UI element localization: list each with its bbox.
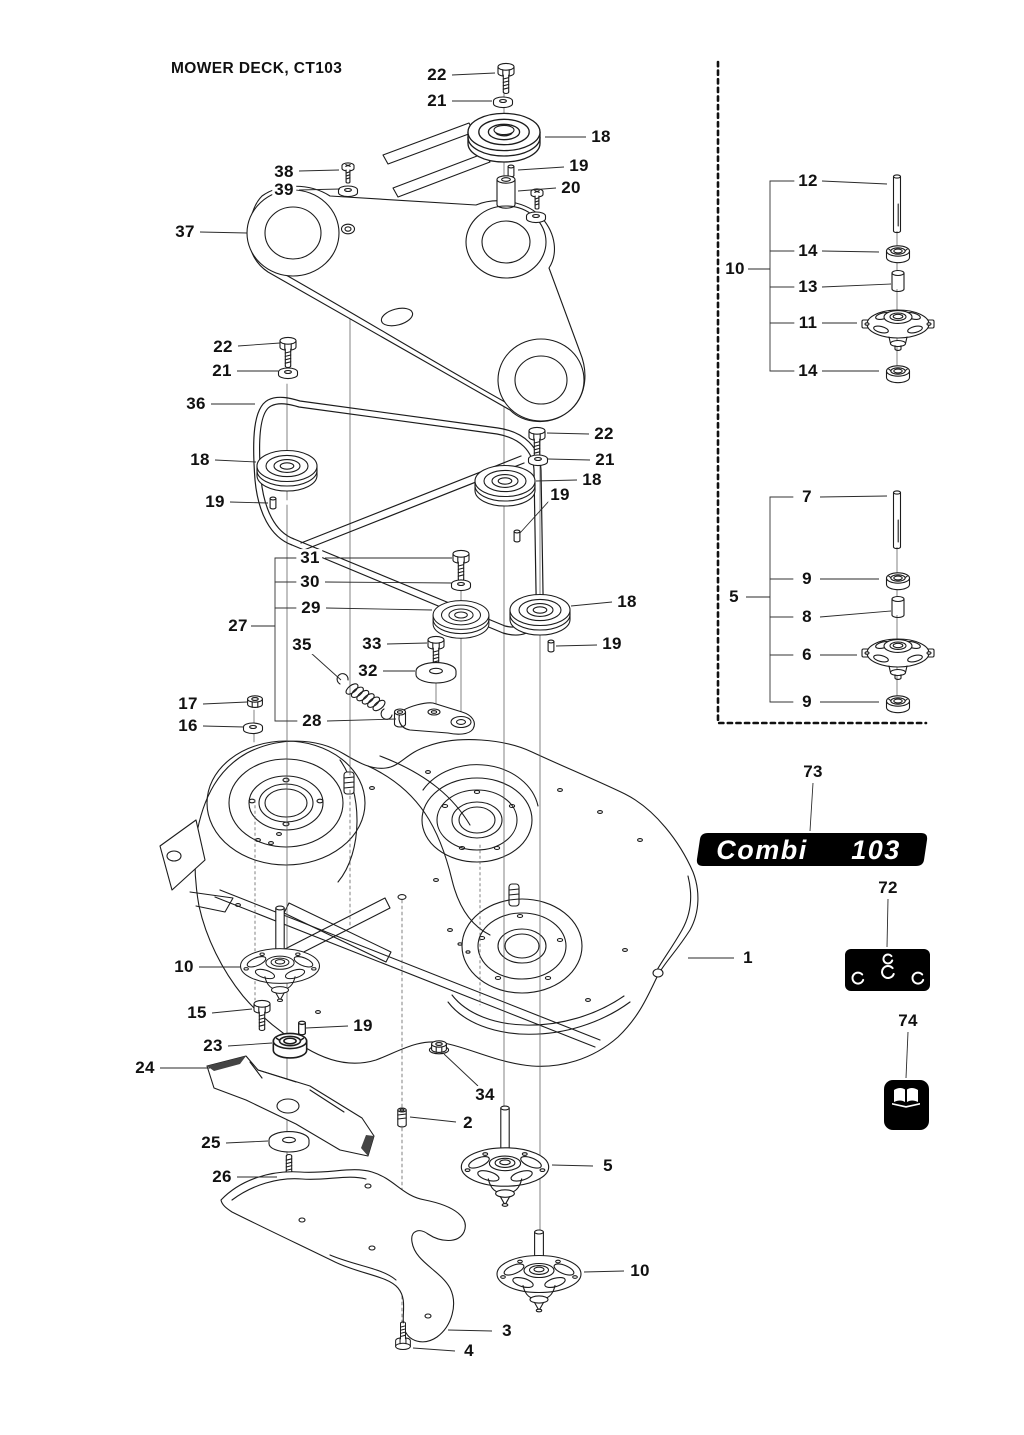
callout-9: 9: [802, 569, 812, 589]
callout-17: 17: [178, 694, 198, 714]
combi-badge-text-right: 103: [851, 835, 901, 865]
callout-22: 22: [427, 65, 447, 85]
callout-1: 1: [743, 948, 753, 968]
leader-line-15: [212, 1009, 252, 1013]
combi-badge-text-left: Combi: [716, 835, 808, 865]
leader-line-74: [906, 1032, 908, 1078]
callout-28: 28: [302, 711, 322, 731]
callout-36: 36: [186, 394, 206, 414]
callout-6: 6: [802, 645, 812, 665]
leader-line-39: [299, 189, 340, 190]
leader-line-34: [444, 1054, 478, 1086]
leader-line-13: [822, 284, 891, 287]
callout-26: 26: [212, 1167, 232, 1187]
callout-5: 5: [603, 1156, 613, 1176]
leader-line-30: [325, 582, 452, 583]
callout-31: 31: [300, 548, 320, 568]
callout-34: 34: [475, 1085, 495, 1105]
leader-line-33: [387, 643, 427, 644]
callout-19: 19: [353, 1016, 373, 1036]
leader-line-72: [887, 899, 888, 947]
leader-line-8: [820, 611, 891, 617]
leader-line-22: [547, 433, 589, 434]
callout-2: 2: [463, 1113, 473, 1133]
callout-30: 30: [300, 572, 320, 592]
callout-35: 35: [292, 635, 312, 655]
leader-line-18: [571, 602, 612, 606]
callout-14: 14: [798, 361, 818, 381]
leader-line-18: [215, 460, 256, 462]
callout-21: 21: [427, 91, 447, 111]
leader-line-7: [820, 496, 887, 497]
callout-7: 7: [802, 487, 812, 507]
leader-line-22: [452, 73, 495, 75]
leader-line-3: [448, 1330, 492, 1331]
callout-33: 33: [362, 634, 382, 654]
leader-line-25: [226, 1141, 268, 1143]
leader-line-18: [536, 480, 577, 481]
callout-20: 20: [561, 178, 581, 198]
leader-line-19: [306, 1026, 348, 1028]
leader-line-23: [228, 1043, 272, 1046]
callout-19: 19: [569, 156, 589, 176]
callout-23: 23: [203, 1036, 223, 1056]
callout-21: 21: [595, 450, 615, 470]
leader-line-17: [203, 702, 247, 704]
callout-11: 11: [798, 313, 818, 333]
callout-4: 4: [464, 1341, 474, 1361]
callout-21: 21: [212, 361, 232, 381]
leader-line-19: [520, 501, 549, 533]
callout-14: 14: [798, 241, 818, 261]
callout-8: 8: [802, 607, 812, 627]
callout-22: 22: [594, 424, 614, 444]
callout-18: 18: [190, 450, 210, 470]
leader-line-20: [518, 188, 556, 191]
leader-line-38: [299, 170, 339, 171]
leader-line-12: [822, 181, 887, 184]
callout-19: 19: [205, 492, 225, 512]
leader-line-28: [327, 719, 396, 721]
callout-10: 10: [174, 957, 194, 977]
leader-line-14: [822, 251, 879, 252]
callout-13: 13: [798, 277, 818, 297]
callout-10: 10: [725, 259, 745, 279]
callout-24: 24: [135, 1058, 155, 1078]
callout-19: 19: [550, 485, 570, 505]
leader-line-2: [410, 1117, 456, 1122]
leader-line-4: [413, 1348, 455, 1351]
leader-line-19: [518, 167, 564, 170]
callout-39: 39: [274, 180, 294, 200]
leader-line-19: [230, 502, 268, 503]
leader-line-10: [584, 1271, 624, 1272]
callout-37: 37: [175, 222, 195, 242]
callout-72: 72: [878, 878, 898, 898]
callout-29: 29: [301, 598, 321, 618]
callout-19: 19: [602, 634, 622, 654]
leader-line-5: [552, 1165, 593, 1166]
callout-18: 18: [617, 592, 637, 612]
page-title: MOWER DECK, CT103: [171, 60, 343, 77]
callout-73: 73: [803, 762, 823, 782]
callout-38: 38: [274, 162, 294, 182]
leader-line-16: [203, 726, 244, 727]
leader-line-29: [326, 608, 432, 610]
leader-line-35: [311, 653, 341, 680]
callout-15: 15: [187, 1003, 207, 1023]
leader-line-37: [200, 232, 247, 233]
callout-74: 74: [898, 1011, 918, 1031]
leader-line-19: [556, 645, 597, 646]
callout-32: 32: [358, 661, 378, 681]
callout-10: 10: [630, 1261, 650, 1281]
callout-9: 9: [802, 692, 812, 712]
callout-25: 25: [201, 1133, 221, 1153]
callout-12: 12: [798, 171, 818, 191]
callout-18: 18: [591, 127, 611, 147]
callout-27: 27: [228, 616, 248, 636]
callout-16: 16: [178, 716, 198, 736]
leader-line-73: [810, 783, 813, 831]
callout-5: 5: [729, 587, 739, 607]
leader-line-22: [238, 343, 280, 346]
leader-line-21: [548, 459, 590, 460]
callout-22: 22: [213, 337, 233, 357]
callout-18: 18: [582, 470, 602, 490]
callout-3: 3: [502, 1321, 512, 1341]
